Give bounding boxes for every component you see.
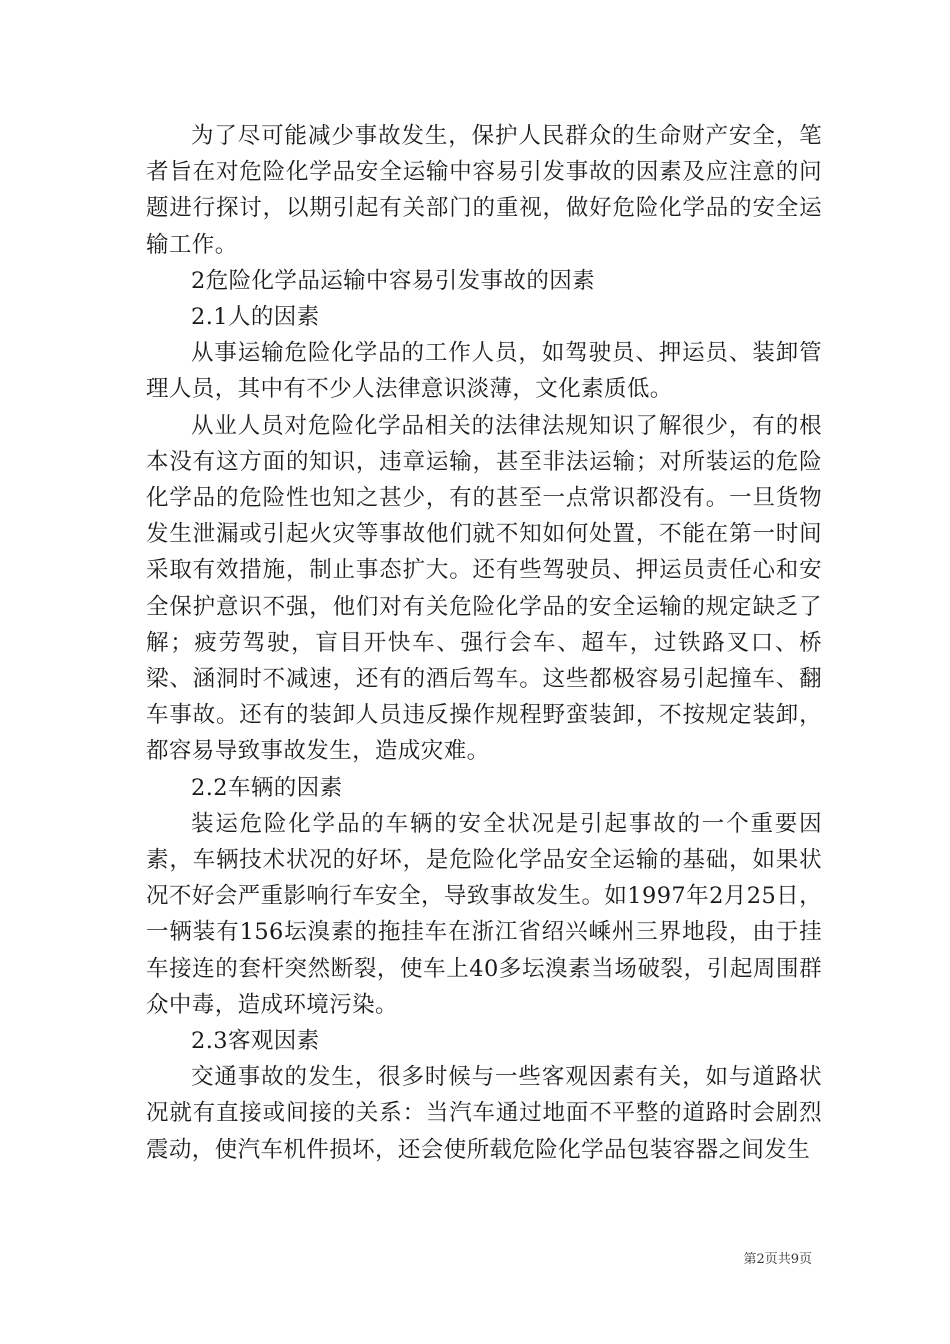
paragraph-personnel: 从事运输危险化学品的工作人员，如驾驶员、押运员、装卸管理人员，其中有不少人法律意识淡薄，文化素质低。	[146, 340, 822, 403]
page-number: 第2页共9页	[743, 1252, 812, 1267]
heading-section-2: 2危险化学品运输中容易引发事故的因素	[191, 267, 596, 294]
paragraph-personnel-detail: 从业人员对危险化学品相关的法律法规知识了解很少，有的根本没有这方面的知识，违章运输，甚至非法运输；对所装运的危险化学品的危险性也知之甚少，有的甚至一点常识都没有。一旦货物发生泄漏或引起火灾等事故他们就不知如何处置，不能在第一时间采取有效措施，制止事态扩大。还有些驾驶员、押运员责任心和安全保护意识不强，他们对有关危险化学品的安全运输的规定缺乏了解；疲劳驾驶，盲目开快车、强行会车、超车，过铁路叉口、桥梁、涵洞时不减速，还有的酒后驾车。这些都极容易引起撞车、翻车事故。还有的装卸人员违反操作规程野蛮装卸，不按规定装卸，都容易导致事故发生，造成灾难。	[146, 412, 822, 765]
paragraph-objective: 交通事故的发生，很多时候与一些客观因素有关，如与道路状况就有直接或间接的关系：当汽车通过地面不平整的道路时会剧烈震动，使汽车机件损坏，还会使所载危险化学品包装容器之间发生	[146, 1064, 822, 1163]
paragraph-intro: 为了尽可能减少事故发生，保护人民群众的生命财产安全，笔者旨在对危险化学品安全运输中容易引发事故的因素及应注意的问题进行探讨，以期引起有关部门的重视，做好危险化学品的安全运输工作。	[146, 123, 822, 258]
heading-section-2-1: 2.1人的因素	[191, 304, 320, 331]
heading-section-2-2: 2.2车辆的因素	[191, 774, 343, 801]
heading-section-2-3: 2.3客观因素	[191, 1028, 320, 1055]
paragraph-vehicle: 装运危险化学品的车辆的安全状况是引起事故的一个重要因素，车辆技术状况的好坏，是危险化学品安全运输的基础，如果状况不好会严重影响行车安全，导致事故发生。如1997年2月25日，一辆装有156坛溴素的拖挂车在浙江省绍兴嵊州三界地段，由于挂车接连的套杆突然断裂，使车上40多坛溴素当场破裂，引起周围群众中毒，造成环境污染。	[146, 810, 822, 1018]
document-body	[146, 118, 822, 1168]
